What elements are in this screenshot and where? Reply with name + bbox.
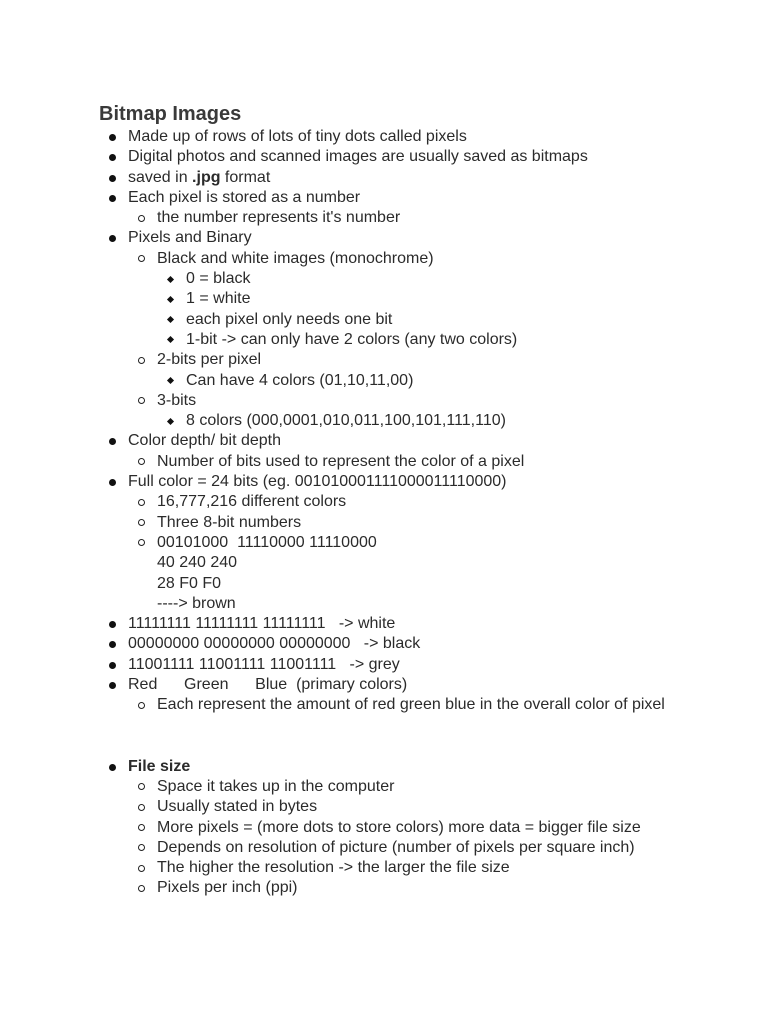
sub-sub-list-item [99, 269, 699, 289]
list-item [99, 168, 699, 188]
list-item [99, 127, 699, 147]
list-item-text: Number of bits used to represent the color of a pixel [157, 452, 525, 470]
list-item-text: 00000000 00000000 00000000 -> black [128, 635, 421, 653]
list-item-continuation [99, 574, 699, 594]
list-item-continuation [99, 553, 699, 573]
sub-list-item [99, 208, 699, 228]
list-item-text: the number represents it's number [157, 209, 401, 227]
circle-bullet-icon [138, 804, 145, 811]
disc-bullet-icon [109, 195, 116, 202]
disc-bullet-icon [109, 621, 116, 628]
diamond-bullet-icon [167, 377, 174, 384]
list-item-text: 0 = black [186, 270, 251, 288]
circle-bullet-icon [138, 702, 145, 709]
list-item-text: Color depth/ bit depth [128, 432, 281, 450]
list-item [99, 655, 699, 675]
list-item-text: saved in [128, 168, 193, 186]
list-item-text: 2-bits per pixel [157, 351, 262, 369]
list-item-text: More pixels = (more dots to store colors) more data = bigger file size [157, 818, 641, 836]
circle-bullet-icon [138, 539, 145, 546]
list-item-text: 11111111 11111111 11111111 -> white [128, 615, 396, 633]
list-item [99, 431, 699, 451]
disc-bullet-icon [109, 154, 116, 161]
list-item-text: 28 F0 F0 [157, 574, 222, 592]
list-item [99, 188, 699, 208]
list-item-text: Made up of rows of lots of tiny dots called pixels [128, 128, 467, 145]
sub-sub-list-item [99, 371, 699, 391]
list-item-text: Red Green Blue (primary colors) [128, 676, 408, 694]
sub-list-item [99, 797, 699, 817]
list-item-text: 8 colors (000,0001,010,011,100,101,111,110) [186, 412, 506, 430]
diamond-bullet-icon [167, 316, 174, 323]
circle-bullet-icon [138, 885, 145, 892]
diamond-bullet-icon [167, 418, 174, 425]
list-item-text: Pixels and Binary [128, 229, 252, 247]
sub-list-item [99, 533, 699, 553]
list-item-text: The higher the resolution -> the larger the file size [157, 859, 510, 877]
sub-sub-list-item [99, 411, 699, 431]
sub-list-item [99, 492, 699, 512]
sub-list-item [99, 818, 677, 838]
disc-bullet-icon [109, 438, 116, 445]
list-item [99, 472, 699, 492]
list-item-text: 1 = white [186, 290, 251, 308]
disc-bullet-icon [109, 134, 116, 141]
sub-sub-list-item [99, 330, 699, 350]
list-item-text: 16,777,216 different colors [157, 493, 347, 511]
disc-bullet-icon [109, 682, 116, 689]
circle-bullet-icon [138, 215, 145, 222]
circle-bullet-icon [138, 865, 145, 872]
list-item-text: 3-bits [157, 391, 197, 409]
sub-list-item [99, 513, 699, 533]
list-item-text: Digital photos and scanned images are usually saved as bitmaps [128, 148, 588, 166]
list-item-text: Three 8-bit numbers [157, 513, 302, 531]
list-item-bold-text: .jpg [192, 168, 221, 186]
disc-bullet-icon [109, 235, 116, 242]
list-item [99, 634, 699, 654]
list-item-text: Usually stated in bytes [157, 798, 318, 816]
list-item-text: ----> brown [157, 594, 236, 612]
list-item-text: Pixels per inch (ppi) [157, 879, 298, 897]
diamond-bullet-icon [167, 336, 174, 343]
list-item-text: Black and white images (monochrome) [157, 249, 434, 267]
circle-bullet-icon [138, 357, 145, 364]
disc-bullet-icon [109, 764, 116, 771]
list-item-text: 11001111 11001111 11001111 -> grey [128, 655, 400, 673]
sub-list-item [99, 452, 699, 472]
disc-bullet-icon [109, 641, 116, 648]
sub-list-item [99, 350, 699, 370]
circle-bullet-icon [138, 844, 145, 851]
diamond-bullet-icon [167, 276, 174, 283]
sub-sub-list-item [99, 310, 699, 330]
sub-list-item [99, 838, 677, 858]
circle-bullet-icon [138, 824, 145, 831]
circle-bullet-icon [138, 397, 145, 404]
sub-list-item [99, 878, 699, 898]
note-title: Bitmap Images [99, 103, 242, 125]
disc-bullet-icon [109, 175, 116, 182]
list-item-continuation [99, 594, 699, 614]
list-item-text: each pixel only needs one bit [186, 310, 393, 328]
sub-list-item [99, 249, 699, 269]
diamond-bullet-icon [167, 296, 174, 303]
spacer [99, 716, 699, 757]
list-item-text: Each represent the amount of red green blue in the overall color of pixel [157, 696, 665, 714]
disc-bullet-icon [109, 479, 116, 486]
list-item-text: Can have 4 colors (01,10,11,00) [186, 371, 414, 389]
circle-bullet-icon [138, 255, 145, 262]
note-body[interactable] [99, 101, 699, 899]
sub-list-item [99, 777, 699, 797]
circle-bullet-icon [138, 499, 145, 506]
circle-bullet-icon [138, 783, 145, 790]
list-item-text: 1-bit -> can only have 2 colors (any two colors) [186, 330, 518, 348]
list-item [99, 228, 699, 248]
sub-list-item [99, 391, 699, 411]
circle-bullet-icon [138, 519, 145, 526]
list-item-bold-text: File size [128, 757, 191, 775]
list-item-text: 00101000 11110000 11110000 [157, 533, 377, 551]
list-item [99, 675, 699, 695]
list-item-text: Depends on resolution of picture (number of pixels per square inch) [157, 838, 635, 856]
disc-bullet-icon [109, 662, 116, 669]
circle-bullet-icon [138, 458, 145, 465]
list-item [99, 147, 699, 167]
list-item-text: Each pixel is stored as a number [128, 188, 361, 206]
list-item [99, 614, 699, 634]
list-item [99, 757, 699, 777]
list-item-text: 40 240 240 [157, 554, 238, 572]
list-item-text: format [220, 168, 271, 186]
sub-list-item [99, 858, 699, 878]
sub-list-item [99, 695, 677, 715]
list-item-text: Full color = 24 bits (eg. 001010001111000011110000) [128, 473, 507, 491]
sub-sub-list-item [99, 289, 699, 309]
list-item-text: Space it takes up in the computer [157, 777, 395, 795]
